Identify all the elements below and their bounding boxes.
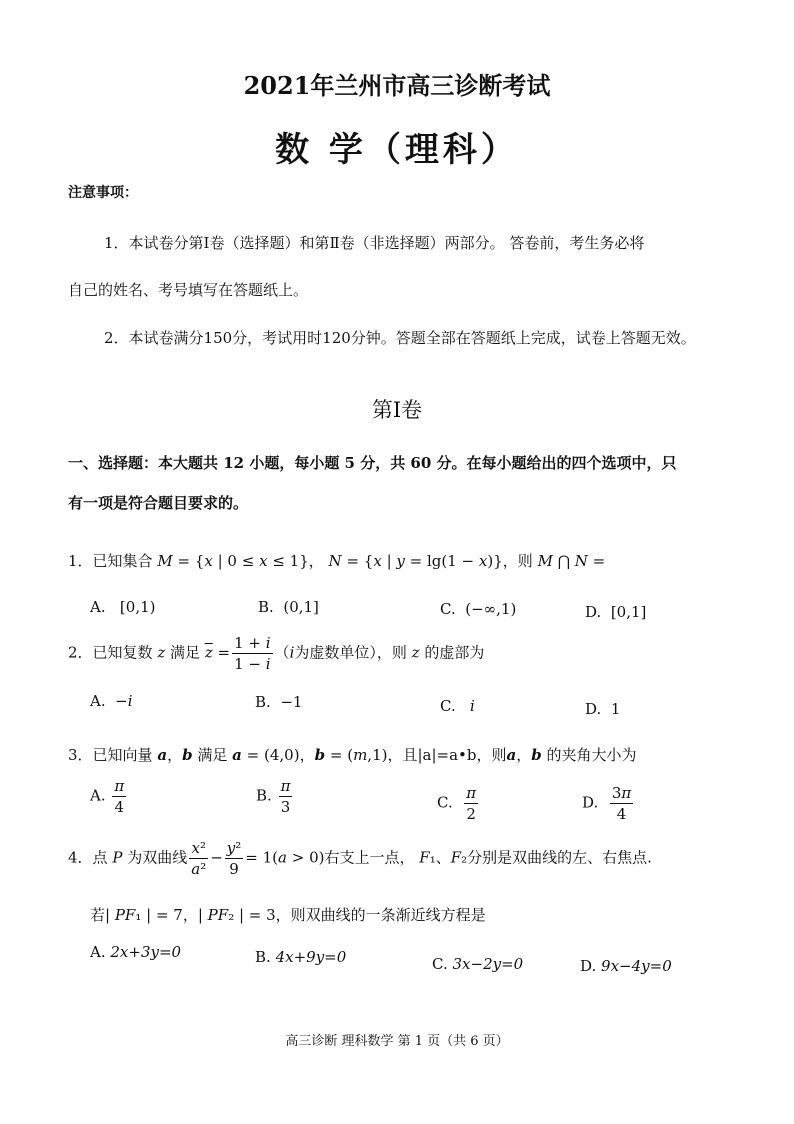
fraction: $\frac{\text{y²}}{9}$ (226, 839, 242, 878)
q4-option-a: A. 2x+3y=0 (90, 943, 182, 961)
part1-instructions-line-2: 有一项是符合题目要求的。 (68, 494, 249, 512)
notice-item-1-line-1: 1．本试卷分第Ⅰ卷（选择题）和第Ⅱ卷（非选择题）两部分。 答卷前，考生务必将 (104, 234, 645, 252)
question-text: 已知集合 (92, 552, 153, 570)
q4-option-c: C. 3x−2y=0 (432, 955, 524, 973)
question-number: 3． (68, 746, 93, 764)
q3-option-c: C. $\frac{\pi}{2}$ (437, 784, 477, 823)
notice-heading: 注意事项： (68, 185, 138, 201)
vector-a-formula: a = (4,0) (232, 746, 300, 764)
set-m-formula: M = {x | 0 ≤ x ≤ 1} (157, 552, 309, 570)
q1-option-b: B. (0,1] (258, 598, 319, 616)
q3-option-b: B. $\frac{\pi}{3}$ (256, 777, 291, 816)
volume-title: 第Ⅰ卷 (371, 398, 423, 422)
page-footer: 高三诊断 理科数学 第 1 页（共 6 页） (285, 1034, 509, 1049)
q1-option-c: C. (−∞,1) (440, 600, 517, 618)
hyperbola-condition: = 1(a > 0) (245, 848, 325, 867)
subject-title: 数 学（理科） (275, 130, 519, 170)
fraction: $\frac{\text{x²}}{\text{a²}}$ (191, 839, 207, 878)
q4-option-b: B. 4x+9y=0 (255, 948, 347, 966)
question-4: 4．点 P 为双曲线 $\frac{\text{x²}}{\text{a²}}$ − $\frac{\text{y²}}{9}$ = 1(a > 0)右支上一点， F₁、F₂分别是双曲线的左、右焦点. (68, 839, 652, 878)
question-text: ，则 (502, 552, 533, 570)
q2-option-a: A. −i (90, 692, 133, 710)
question-number: 4． (68, 848, 93, 867)
question-2: 2．已知复数 z 满足 $\overline{z}$ = $\frac{1 + i}{1 - i}$ （i为虚数单位），则 z 的虚部为 (68, 634, 485, 673)
q4-option-d: D. 9x−4y=0 (580, 957, 672, 975)
vector-b-formula: b = (m,1) (314, 746, 388, 764)
q2-option-d: D. 1 (585, 700, 621, 718)
question-3: 3．已知向量 a，b 满足 a = (4,0)，b = (m,1)，且|a|=a•b，则a，b 的夹角大小为 (68, 746, 637, 764)
question-number: 2． (68, 643, 93, 662)
exam-title: 2021年兰州市高三诊断考试 (243, 71, 551, 100)
conjugate-formula: $\overline{z}$ = (204, 643, 231, 662)
notice-item-2: 2．本试卷满分150分，考试用时120分钟。答题全部在答题纸上完成，试卷上答题无效。 (104, 329, 696, 347)
q2-option-c: C. i (440, 697, 475, 715)
q2-option-b: B. −1 (255, 693, 303, 711)
question-1 (68, 550, 605, 571)
question-text: ， (308, 552, 324, 570)
q3-option-a: A. $\frac{\pi}{4}$ (90, 777, 125, 816)
q3-option-d: D. $\frac{3\pi}{4}$ (582, 784, 632, 823)
part1-instructions-line-1: 一、选择题：本大题共 12 小题，每小题 5 分，共 60 分。在每小题给出的四个选项中，只 (68, 454, 677, 472)
notice-item-1-line-2: 自己的姓名、考号填写在答题纸上。 (68, 281, 309, 299)
question-4-line-2: 若| PF₁ | = 7，| PF₂ | = 3，则双曲线的一条渐近线方程是 (90, 906, 486, 924)
focal-distances: | PF₁ | = 7，| PF₂ | = 3 (105, 906, 276, 924)
set-n-formula: N = {x | y = lg(1 − x)} (328, 552, 503, 570)
question-number: 1． (68, 552, 93, 570)
intersection-formula: M ⋂ N = (537, 552, 606, 570)
fraction: $\frac{1 + i}{1 - i}$ (234, 634, 271, 673)
q1-option-a: A. [0,1) (90, 598, 156, 616)
q1-option-d: D. [0,1] (585, 603, 647, 621)
